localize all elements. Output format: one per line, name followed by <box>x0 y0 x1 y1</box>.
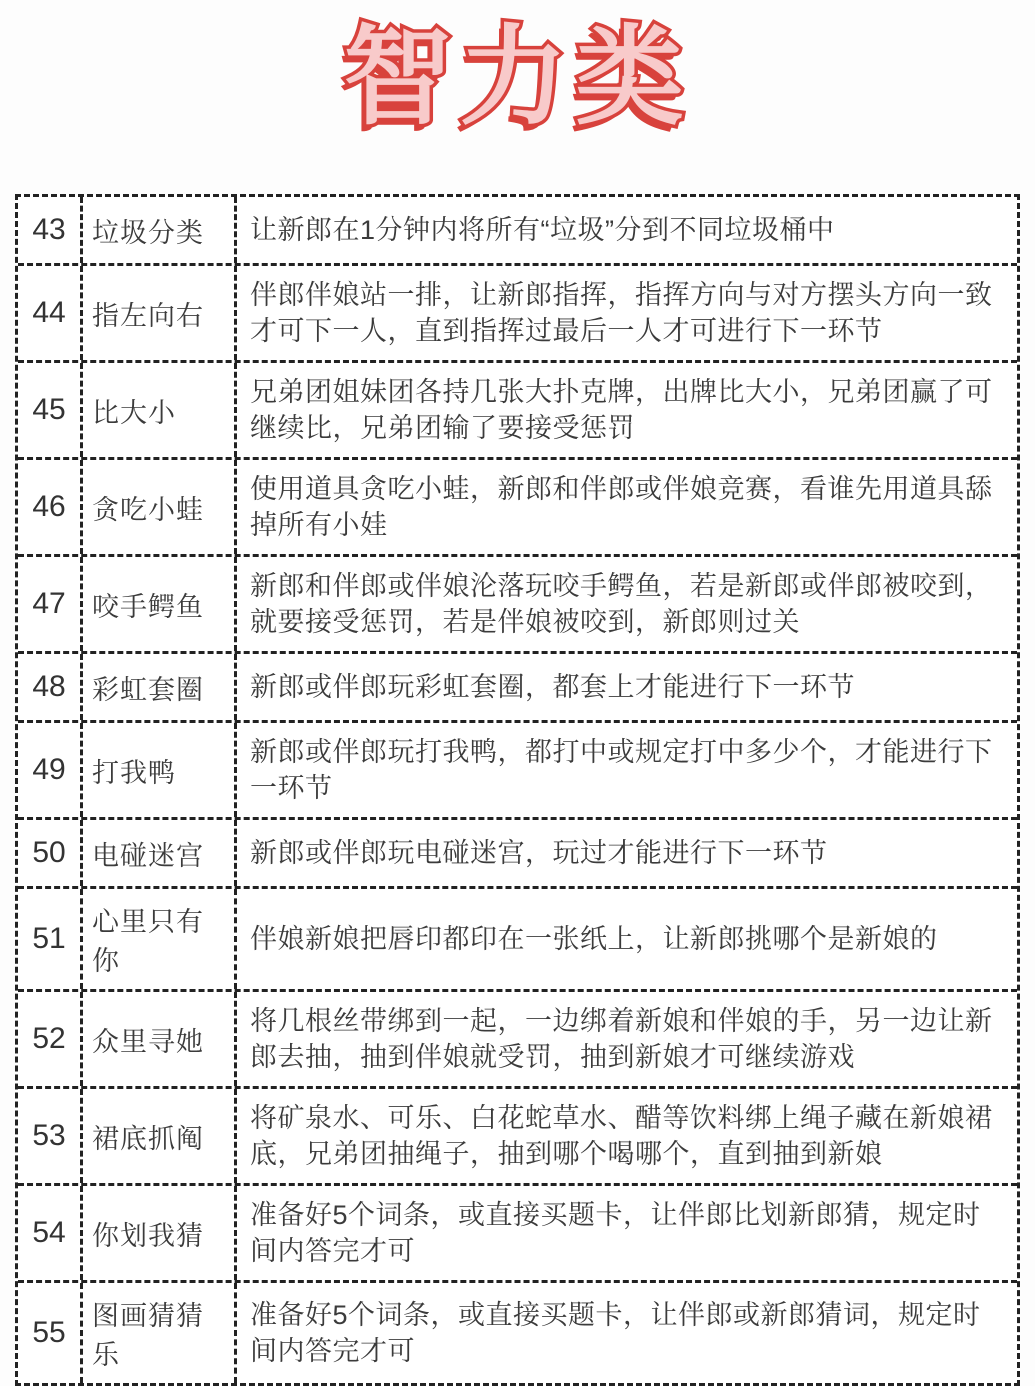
game-name: 心里只有你 <box>80 889 234 989</box>
game-number: 49 <box>32 753 66 786</box>
game-description: 将几根丝带绑到一起，一边绑着新娘和伴娘的手，另一边让新郎去抽，抽到伴娘就受罚，抽到新娘才可继续游戏 <box>234 992 1017 1086</box>
game-name: 垃圾分类 <box>80 197 234 263</box>
game-description: 伴娘新娘把唇印都印在一张纸上，让新郎挑哪个是新娘的 <box>234 889 1017 989</box>
table-row <box>18 457 1017 554</box>
table-row <box>18 197 1017 263</box>
game-name: 图画猜猜乐 <box>80 1283 234 1383</box>
game-name: 咬手鳄鱼 <box>80 557 234 651</box>
games-table <box>15 194 1020 1386</box>
game-number: 51 <box>32 922 66 955</box>
game-description: 兄弟团姐妹团各持几张大扑克牌，出牌比大小，兄弟团赢了可继续比，兄弟团输了要接受惩罚 <box>234 363 1017 457</box>
game-name: 裙底抓阄 <box>80 1089 234 1183</box>
table-row <box>18 1183 1017 1280</box>
game-description: 使用道具贪吃小蛙，新郎和伴郎或伴娘竞赛，看谁先用道具舔掉所有小娃 <box>234 460 1017 554</box>
game-name: 你划我猜 <box>80 1186 234 1280</box>
game-description: 新郎和伴郎或伴娘沦落玩咬手鳄鱼，若是新郎或伴郎被咬到，就要接受惩罚，若是伴娘被咬到，新郎则过关 <box>234 557 1017 651</box>
game-description: 新郎或伴郎玩电碰迷宫，玩过才能进行下一环节 <box>234 820 1017 886</box>
game-name: 彩虹套圈 <box>80 654 234 720</box>
game-number: 44 <box>32 296 66 329</box>
game-number: 52 <box>32 1022 66 1055</box>
game-description: 伴郎伴娘站一排，让新郎指挥，指挥方向与对方摆头方向一致才可下一人，直到指挥过最后一人才可进行下一环节 <box>234 266 1017 360</box>
table-row <box>18 360 1017 457</box>
table-row <box>18 720 1017 817</box>
game-name: 指左向右 <box>80 266 234 360</box>
table-row <box>18 1086 1017 1183</box>
game-description: 新郎或伴郎玩彩虹套圈，都套上才能进行下一环节 <box>234 654 1017 720</box>
game-name: 众里寻她 <box>80 992 234 1086</box>
table-row <box>18 817 1017 886</box>
table-row <box>18 554 1017 651</box>
game-name: 贪吃小蛙 <box>80 460 234 554</box>
game-description: 新郎或伴郎玩打我鸭，都打中或规定打中多少个，才能进行下一环节 <box>234 723 1017 817</box>
table-row <box>18 651 1017 720</box>
game-number: 54 <box>32 1216 66 1249</box>
game-number: 47 <box>32 587 66 620</box>
table-row <box>18 1280 1017 1383</box>
game-number: 48 <box>32 670 66 703</box>
game-number: 50 <box>32 836 66 869</box>
game-number: 43 <box>32 213 66 246</box>
game-name: 电碰迷宫 <box>80 820 234 886</box>
game-number: 45 <box>32 393 66 426</box>
table-row <box>18 263 1017 360</box>
game-description: 准备好5个词条，或直接买题卡，让伴郎或新郎猜词，规定时间内答完才可 <box>234 1283 1017 1383</box>
game-number: 55 <box>32 1316 66 1349</box>
page-title: 智力类 <box>343 16 692 137</box>
title-container <box>0 0 1035 136</box>
game-description: 将矿泉水、可乐、白花蛇草水、醋等饮料绑上绳子藏在新娘裙底，兄弟团抽绳子，抽到哪个喝哪个，直到抽到新娘 <box>234 1089 1017 1183</box>
game-description: 准备好5个词条，或直接买题卡，让伴郎比划新郎猜，规定时间内答完才可 <box>234 1186 1017 1280</box>
game-number: 46 <box>32 490 66 523</box>
game-name: 比大小 <box>80 363 234 457</box>
table-row <box>18 989 1017 1086</box>
game-number: 53 <box>32 1119 66 1152</box>
table-row <box>18 886 1017 989</box>
game-description: 让新郎在1分钟内将所有“垃圾”分到不同垃圾桶中 <box>234 197 1017 263</box>
game-name: 打我鸭 <box>80 723 234 817</box>
